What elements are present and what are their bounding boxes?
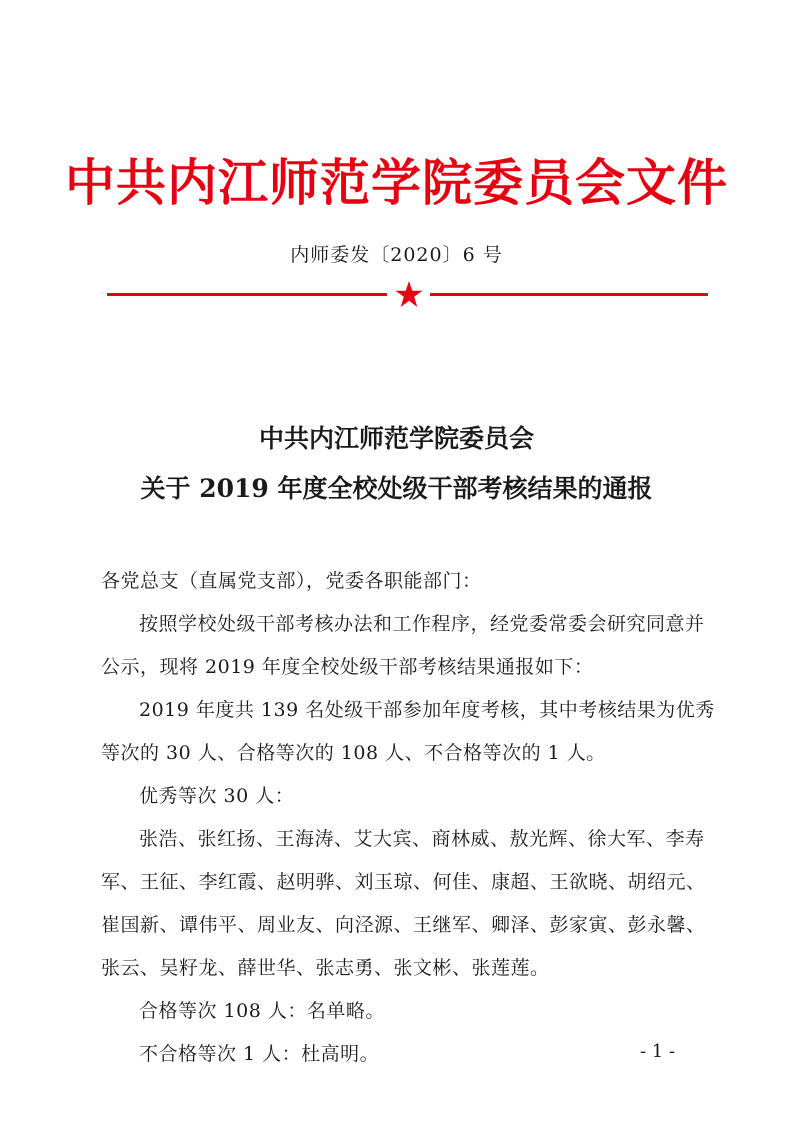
red-divider-right (430, 293, 708, 296)
salutation: 各党总支（直属党支部），党委各职能部门： (101, 570, 482, 592)
notice-title-line1: 中共内江师范学院委员会 (258, 424, 534, 453)
red-divider-left (107, 293, 387, 296)
document-number: 内师委发〔2020〕6 号 (290, 244, 503, 266)
paragraph-1: 按照学校处级干部考核办法和工作程序，经党委常委会研究同意并公示，现将 2019 年度全校处级干部考核结果通报如下： (101, 613, 705, 678)
star-icon (395, 281, 423, 308)
excellent-heading: 优秀等次 30 人： (139, 785, 295, 807)
excellent-names: 张浩、张红扬、王海涛、艾大宾、商林威、敖光辉、徐大军、李寿军、王征、李红霞、赵明骅、刘玉琼、何佳、康超、王欲晓、胡绍元、崔国新、谭伟平、周业友、向泾源、王继军、卿泽、彭家寅、彭永馨、张云、吴籽龙、薛世华、张志勇、张文彬、张莲莲。 (101, 828, 706, 979)
qualified-line: 合格等次 108 人：名单略。 (139, 1000, 385, 1022)
page-number: - 1 - (640, 1041, 676, 1062)
unqualified-line: 不合格等次 1 人：杜高明。 (139, 1043, 380, 1065)
document-header-title: 中共内江师范学院委员会文件 (65, 153, 728, 212)
notice-title-line2: 关于 2019 年度全校处级干部考核结果的通报 (140, 474, 653, 503)
paragraph-2: 2019 年度共 139 名处级干部参加年度考核，其中考核结果为优秀等次的 30 人、合格等次的 108 人、不合格等次的 1 人。 (101, 699, 715, 764)
